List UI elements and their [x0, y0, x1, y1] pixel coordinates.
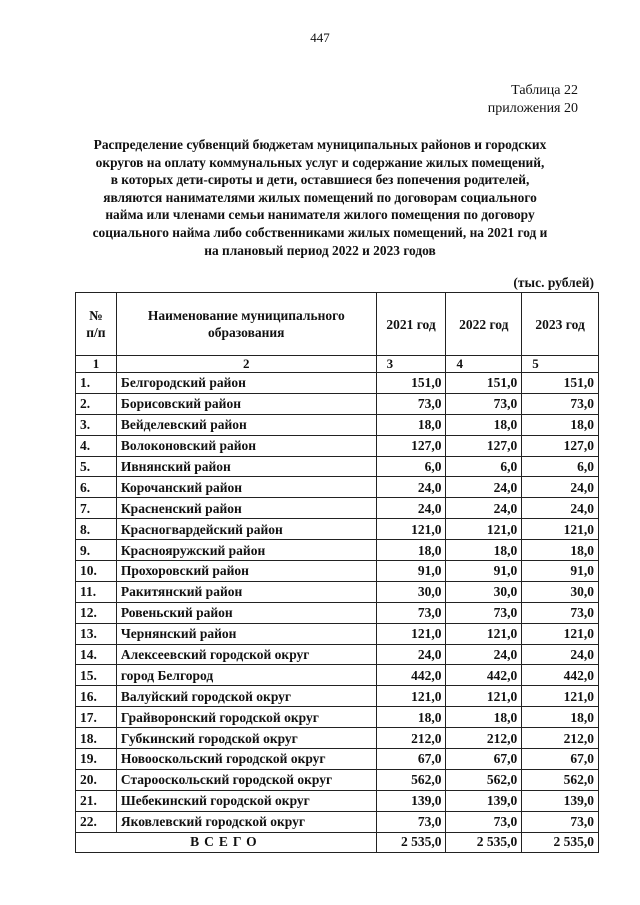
- row-number: 20.: [76, 769, 117, 790]
- value-2021: 67,0: [376, 749, 446, 770]
- municipality-name: Ракитянский район: [116, 581, 376, 602]
- value-2021: 18,0: [376, 540, 446, 561]
- value-2021: 212,0: [376, 728, 446, 749]
- value-2021: 18,0: [376, 414, 446, 435]
- value-2022: 24,0: [446, 498, 522, 519]
- value-2021: 30,0: [376, 581, 446, 602]
- table-row: [76, 602, 599, 623]
- row-number: 8.: [76, 519, 117, 540]
- value-2022: 73,0: [446, 811, 522, 832]
- title-line: Распределение субвенций бюджетам муниципальных районов и городских: [93, 137, 547, 152]
- table-row: [76, 790, 599, 811]
- value-2022: 67,0: [446, 749, 522, 770]
- value-2022: 151,0: [446, 373, 522, 394]
- value-2022: 127,0: [446, 435, 522, 456]
- table-row: [76, 498, 599, 519]
- row-number: 5.: [76, 456, 117, 477]
- header-2023: 2023 год: [522, 293, 599, 356]
- value-2022: 212,0: [446, 728, 522, 749]
- row-number: 4.: [76, 435, 117, 456]
- municipality-name: Белгородский район: [116, 373, 376, 394]
- row-number: 7.: [76, 498, 117, 519]
- value-2023: 127,0: [522, 435, 599, 456]
- table-row: [76, 707, 599, 728]
- value-2023: 121,0: [522, 519, 599, 540]
- table-row: [76, 769, 599, 790]
- municipality-name: Ровеньский район: [116, 602, 376, 623]
- value-2023: 24,0: [522, 644, 599, 665]
- column-number-row: [76, 356, 599, 373]
- table-row: [76, 728, 599, 749]
- row-number: 17.: [76, 707, 117, 728]
- value-2021: 121,0: [376, 623, 446, 644]
- municipality-name: Новооскольский городской округ: [116, 749, 376, 770]
- value-2021: 24,0: [376, 644, 446, 665]
- value-2021: 562,0: [376, 769, 446, 790]
- total-2023: 2 535,0: [522, 832, 599, 852]
- value-2022: 73,0: [446, 602, 522, 623]
- value-2023: 67,0: [522, 749, 599, 770]
- row-number: 1.: [76, 373, 117, 394]
- municipality-name: город Белгород: [116, 665, 376, 686]
- value-2021: 442,0: [376, 665, 446, 686]
- value-2021: 91,0: [376, 561, 446, 582]
- value-2021: 24,0: [376, 477, 446, 498]
- row-number: 2.: [76, 393, 117, 414]
- table-row: [76, 623, 599, 644]
- value-2023: 73,0: [522, 811, 599, 832]
- municipality-name: Грайворонский городской округ: [116, 707, 376, 728]
- value-2023: 562,0: [522, 769, 599, 790]
- row-number: 11.: [76, 581, 117, 602]
- value-2022: 18,0: [446, 414, 522, 435]
- value-2021: 73,0: [376, 811, 446, 832]
- value-2022: 91,0: [446, 561, 522, 582]
- table-row: [76, 435, 599, 456]
- municipality-name: Волоконовский район: [116, 435, 376, 456]
- row-number: 15.: [76, 665, 117, 686]
- value-2021: 73,0: [376, 602, 446, 623]
- table-row: [76, 519, 599, 540]
- value-2023: 18,0: [522, 707, 599, 728]
- table-row: [76, 456, 599, 477]
- table-row: [76, 477, 599, 498]
- value-2023: 151,0: [522, 373, 599, 394]
- title-line: найма или членами семьи нанимателя жилого помещения по договору: [105, 207, 535, 223]
- row-number: 12.: [76, 602, 117, 623]
- row-number: 9.: [76, 540, 117, 561]
- header-2021: 2021 год: [376, 293, 446, 356]
- value-2021: 6,0: [376, 456, 446, 477]
- table-row: [76, 811, 599, 832]
- row-number: 3.: [76, 414, 117, 435]
- municipality-name: Красногвардейский район: [116, 519, 376, 540]
- value-2023: 30,0: [522, 581, 599, 602]
- municipality-name: Краснояружский район: [116, 540, 376, 561]
- table-row: [76, 540, 599, 561]
- column-number: 5: [522, 356, 599, 373]
- value-2021: 121,0: [376, 519, 446, 540]
- value-2023: 121,0: [522, 623, 599, 644]
- municipality-name: Вейделевский район: [116, 414, 376, 435]
- page-number: 447: [310, 30, 330, 45]
- value-2022: 121,0: [446, 623, 522, 644]
- table-caption-line-1: Таблица 22: [511, 83, 578, 98]
- value-2021: 18,0: [376, 707, 446, 728]
- document-title: [60, 136, 580, 259]
- row-number: 16.: [76, 686, 117, 707]
- table-row: [76, 581, 599, 602]
- title-line: в которых дети-сироты и дети, оставшиеся без попечения родителей,: [110, 172, 530, 188]
- municipality-name: Борисовский район: [116, 393, 376, 414]
- header-name: Наименование муниципального образования: [116, 293, 376, 356]
- table-row: [76, 686, 599, 707]
- municipality-name: Валуйский городской округ: [116, 686, 376, 707]
- table-caption: [488, 82, 578, 118]
- value-2021: 127,0: [376, 435, 446, 456]
- table-header-row: [76, 293, 599, 356]
- value-2023: 18,0: [522, 540, 599, 561]
- value-2022: 18,0: [446, 540, 522, 561]
- column-number: 3: [376, 356, 446, 373]
- title-line: округов на оплату коммунальных услуг и содержание жилых помещений,: [95, 154, 545, 170]
- total-2022: 2 535,0: [446, 832, 522, 852]
- table-row: [76, 665, 599, 686]
- value-2021: 73,0: [376, 393, 446, 414]
- table-caption-line-2: приложения 20: [487, 101, 578, 116]
- value-2022: 73,0: [446, 393, 522, 414]
- title-line: социального найма либо собственниками жилых помещений, на 2021 год и: [92, 224, 548, 240]
- municipality-name: Красненский район: [116, 498, 376, 519]
- value-2021: 151,0: [376, 373, 446, 394]
- municipality-name: Губкинский городской округ: [116, 728, 376, 749]
- title-line: на плановый период 2022 и 2023 годов: [204, 242, 436, 258]
- value-2023: 121,0: [522, 686, 599, 707]
- row-number: 10.: [76, 561, 117, 582]
- value-2022: 18,0: [446, 707, 522, 728]
- value-2023: 73,0: [522, 602, 599, 623]
- value-2021: 139,0: [376, 790, 446, 811]
- municipality-name: Ивнянский район: [116, 456, 376, 477]
- value-2023: 18,0: [522, 414, 599, 435]
- value-2023: 6,0: [522, 456, 599, 477]
- value-2022: 562,0: [446, 769, 522, 790]
- value-2023: 73,0: [522, 393, 599, 414]
- row-number: 18.: [76, 728, 117, 749]
- title-line: являются нанимателями жилых помещений по договорам социального: [103, 189, 537, 205]
- total-2021: 2 535,0: [376, 832, 446, 852]
- municipality-name: Старооскольский городской округ: [116, 769, 376, 790]
- header-number: № п/п: [76, 293, 117, 356]
- table-row: [76, 749, 599, 770]
- table-body: [76, 373, 599, 833]
- value-2022: 30,0: [446, 581, 522, 602]
- row-number: 21.: [76, 790, 117, 811]
- total-row: [76, 832, 599, 852]
- municipality-name: Яковлевский городской округ: [116, 811, 376, 832]
- subsidy-table: [75, 292, 599, 853]
- municipality-name: Алексеевский городской округ: [116, 644, 376, 665]
- column-number: 4: [446, 356, 522, 373]
- value-2023: 212,0: [522, 728, 599, 749]
- header-2022: 2022 год: [446, 293, 522, 356]
- column-number: 2: [116, 356, 376, 373]
- municipality-name: Шебекинский городской округ: [116, 790, 376, 811]
- value-2022: 6,0: [446, 456, 522, 477]
- row-number: 13.: [76, 623, 117, 644]
- table-row: [76, 373, 599, 394]
- table-row: [76, 644, 599, 665]
- table-row: [76, 414, 599, 435]
- value-2023: 442,0: [522, 665, 599, 686]
- row-number: 14.: [76, 644, 117, 665]
- value-2022: 121,0: [446, 686, 522, 707]
- value-2022: 139,0: [446, 790, 522, 811]
- row-number: 22.: [76, 811, 117, 832]
- column-number: 1: [76, 356, 117, 373]
- value-2022: 121,0: [446, 519, 522, 540]
- value-2023: 24,0: [522, 477, 599, 498]
- value-2022: 24,0: [446, 477, 522, 498]
- value-2022: 442,0: [446, 665, 522, 686]
- table-row: [76, 561, 599, 582]
- value-2022: 24,0: [446, 644, 522, 665]
- municipality-name: Чернянский район: [116, 623, 376, 644]
- municipality-name: Прохоровский район: [116, 561, 376, 582]
- table-row: [76, 393, 599, 414]
- units-label: (тыс. рублей): [513, 275, 594, 290]
- value-2023: 139,0: [522, 790, 599, 811]
- municipality-name: Корочанский район: [116, 477, 376, 498]
- value-2021: 121,0: [376, 686, 446, 707]
- value-2021: 24,0: [376, 498, 446, 519]
- row-number: 6.: [76, 477, 117, 498]
- row-number: 19.: [76, 749, 117, 770]
- total-label: ВСЕГО: [76, 832, 377, 852]
- value-2023: 91,0: [522, 561, 599, 582]
- value-2023: 24,0: [522, 498, 599, 519]
